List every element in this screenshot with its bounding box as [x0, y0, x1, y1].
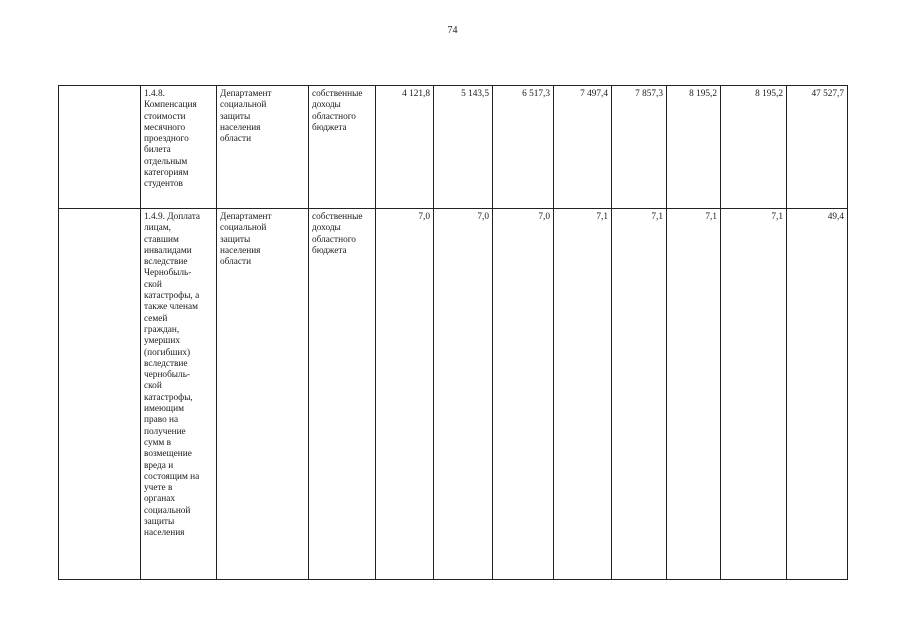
empty-cell — [59, 209, 141, 580]
executor-name: Департамент социальной защиты населения области — [220, 212, 272, 268]
value-cell: 8 195,2 — [667, 86, 721, 209]
funding-source: собственные доходы областного бюджета — [312, 89, 363, 133]
value-cell: 5 143,5 — [434, 86, 493, 209]
executor-cell — [217, 86, 309, 209]
value-cell: 7,0 — [376, 209, 434, 580]
source-cell — [309, 209, 376, 580]
value-cell: 7,1 — [554, 209, 612, 580]
budget-table — [58, 85, 848, 580]
item-name: 1.4.9. Доплата лицам, ставшим инвалидами вследствие Чернобыль- ской катастрофы, а также членам семей граждан, умерших (погибших) вследствие чернобыль- ской катастрофы, имеющим право на получение сумм в возмещение вреда и состоящим на учете в органах социальной защиты населения — [144, 212, 201, 539]
value-cell: 6 517,3 — [493, 86, 554, 209]
value-cell: 7 497,4 — [554, 86, 612, 209]
value-cell: 7,0 — [493, 209, 554, 580]
value-cell: 7,1 — [612, 209, 667, 580]
total-cell: 47 527,7 — [787, 86, 848, 209]
executor-name: Департамент социальной защиты населения области — [220, 89, 272, 145]
item-name: 1.4.8. Компенсация стоимости месячного проездного билета отдельным категориям студентов — [144, 89, 197, 190]
item-cell — [141, 209, 217, 580]
table-row — [59, 86, 848, 209]
value-cell: 7,0 — [434, 209, 493, 580]
value-cell: 7,1 — [667, 209, 721, 580]
value-cell: 7,1 — [721, 209, 787, 580]
table-row — [59, 209, 848, 580]
item-cell — [141, 86, 217, 209]
value-cell: 7 857,3 — [612, 86, 667, 209]
value-cell: 4 121,8 — [376, 86, 434, 209]
executor-cell — [217, 209, 309, 580]
page-number: 74 — [447, 25, 458, 36]
funding-source: собственные доходы областного бюджета — [312, 212, 363, 256]
value-cell: 8 195,2 — [721, 86, 787, 209]
source-cell — [309, 86, 376, 209]
total-cell: 49,4 — [787, 209, 848, 580]
empty-cell — [59, 86, 141, 209]
